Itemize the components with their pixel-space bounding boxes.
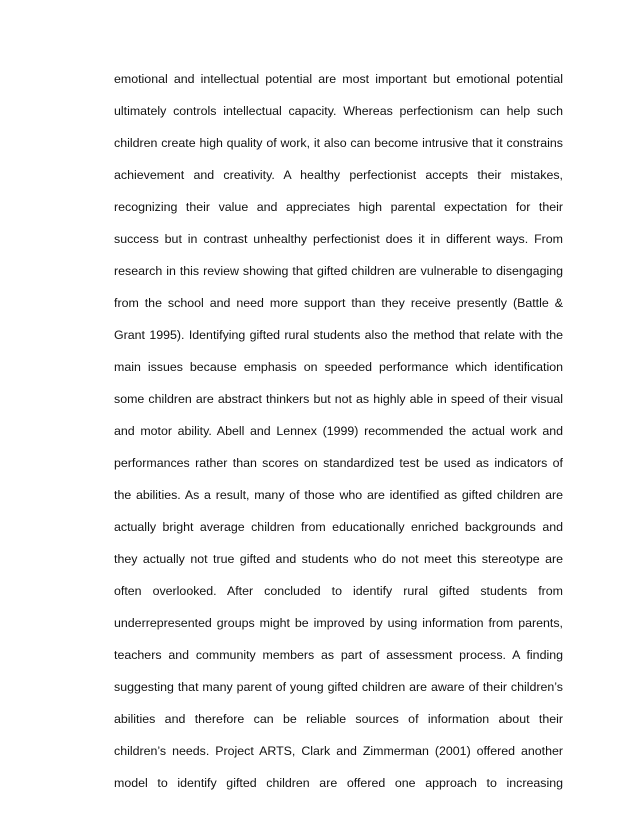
text-line: actually bright average children from educationally enriched backgrounds and — [114, 520, 563, 534]
text-line: and motor ability. Abell and Lennex (1999) recommended the actual work and — [114, 424, 563, 438]
text-line: emotional and intellectual potential are most important but emotional potential — [114, 72, 563, 86]
text-line: performances rather than scores on standardized test be used as indicators of — [114, 456, 563, 470]
text-line: achievement and creativity. A healthy perfectionist accepts their mistakes, — [114, 168, 563, 182]
text-line: success but in contrast unhealthy perfectionist does it in different ways. From — [114, 232, 563, 246]
text-line: main issues because emphasis on speeded performance which identification — [114, 360, 563, 374]
text-line: ultimately controls intellectual capacity. Whereas perfectionism can help such — [114, 104, 563, 118]
text-line: research in this review showing that gifted children are vulnerable to disengaging — [114, 264, 563, 278]
text-line: recognizing their value and appreciates high parental expectation for their — [114, 200, 563, 214]
text-line: model to identify gifted children are offered one approach to increasing — [114, 776, 563, 790]
text-line: Grant 1995). Identifying gifted rural students also the method that relate with the — [114, 328, 563, 342]
text-line: children’s needs. Project ARTS, Clark and Zimmerman (2001) offered another — [114, 744, 563, 758]
text-line: underrepresented groups might be improved by using information from parents, — [114, 616, 563, 630]
text-line: suggesting that many parent of young gifted children are aware of their children’s — [114, 680, 563, 694]
text-line: the abilities. As a result, many of those who are identified as gifted children are — [114, 488, 563, 502]
text-line: often overlooked. After concluded to identify rural gifted students from — [114, 584, 563, 598]
text-line: they actually not true gifted and students who do not meet this stereotype are — [114, 552, 563, 566]
text-line: some children are abstract thinkers but not as highly able in speed of their visual — [114, 392, 563, 406]
text-line: children create high quality of work, it also can become intrusive that it constrains — [114, 136, 563, 150]
text-line: abilities and therefore can be reliable sources of information about their — [114, 712, 563, 726]
text-line: from the school and need more support than they receive presently (Battle & — [114, 296, 563, 310]
text-line: teachers and community members as part of assessment process. A finding — [114, 648, 563, 662]
